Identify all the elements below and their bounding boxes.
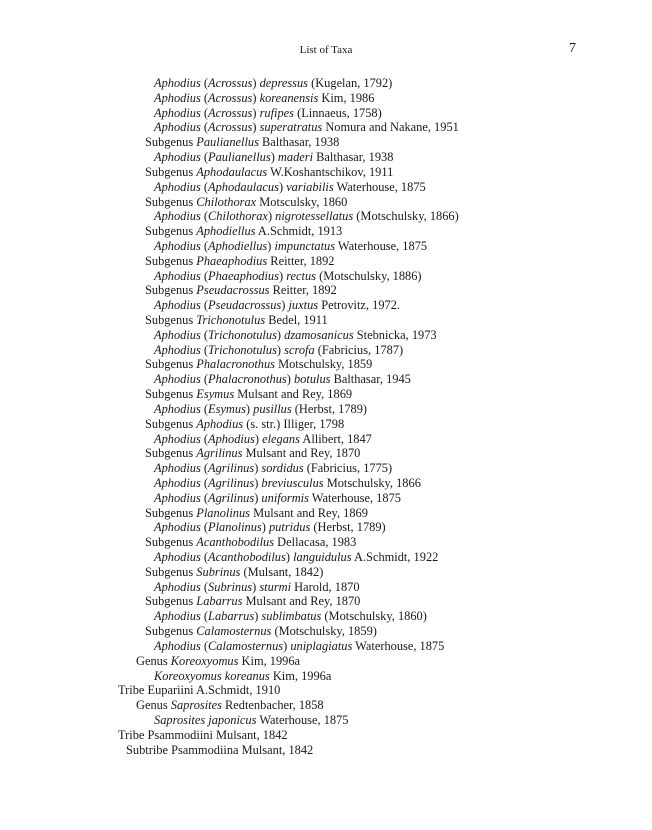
taxon-name: Planolinus	[196, 505, 250, 520]
subgenus-entry	[0, 565, 652, 580]
taxon-name: Saprosites japonicus	[154, 712, 257, 727]
entry-text: (	[200, 209, 209, 224]
entry-text: Motschulsky, 1859	[275, 357, 373, 372]
entry-text: (	[200, 520, 209, 535]
entry-text: Subgenus	[145, 564, 197, 579]
subgenus-entry	[0, 135, 652, 150]
entry-text: )	[278, 179, 287, 194]
taxon-name: Aphodius	[154, 579, 201, 594]
taxon-name: Aphodius	[154, 638, 201, 653]
taxon-name: Chilothorax	[196, 194, 257, 209]
entry-text: Subgenus	[145, 313, 197, 327]
taxon-name: Phaeaphodius	[196, 253, 268, 268]
entry-text: Balthasar, 1945	[330, 372, 411, 387]
subgenus-entry	[0, 357, 652, 372]
species-entry	[0, 91, 652, 106]
entry-text: (	[200, 105, 209, 120]
entry-text: (Fabricius, 1787)	[314, 342, 404, 357]
entry-text: (Motschulsky, 1886)	[316, 268, 422, 283]
taxon-name: Koreoxyomus	[170, 653, 239, 668]
entry-text: )	[252, 120, 260, 135]
entry-text: )	[281, 298, 289, 313]
entry-text: Subgenus	[145, 283, 197, 298]
taxon-name: depressus	[259, 76, 308, 90]
taxon-name: Calamosternus	[196, 624, 272, 639]
entry-text: Subgenus	[145, 357, 197, 372]
taxon-name: Calamosternus	[208, 638, 284, 653]
tribe-entry	[0, 683, 652, 698]
entry-text: )	[285, 550, 294, 564]
species-entry	[0, 343, 652, 358]
entry-text: Dellacasa, 1983	[274, 535, 357, 550]
genus-entry	[0, 698, 652, 713]
entry-text: )	[252, 579, 260, 594]
taxon-name: Aphodius	[154, 238, 201, 253]
entry-text: (	[200, 609, 209, 624]
taxon-name: Aphodaulacus	[196, 164, 268, 179]
entry-text: W.Koshantschikov, 1911	[267, 164, 394, 179]
entry-text: (Fabricius, 1775)	[303, 461, 393, 476]
entry-text: Subgenus	[145, 387, 197, 402]
species-entry	[0, 106, 652, 121]
species-entry	[0, 402, 652, 417]
subgenus-entry	[0, 594, 652, 609]
taxon-name: Trichonotulus	[196, 313, 266, 327]
species-entry	[0, 372, 652, 387]
species-entry	[0, 609, 652, 624]
entry-text: Mulsant and Rey, 1869	[234, 387, 353, 402]
subgenus-entry	[0, 165, 652, 180]
entry-text: Waterhouse, 1875	[256, 712, 349, 727]
entry-text: (	[200, 475, 209, 490]
taxon-name: Aphodius	[154, 105, 201, 120]
taxon-name: Aphodius	[154, 76, 201, 90]
taxon-name: Aphodius	[196, 416, 244, 431]
taxon-name: maderi	[277, 150, 314, 165]
taxon-name: Labarrus	[196, 594, 243, 609]
species-entry	[0, 298, 652, 313]
taxon-name: Aphodius	[154, 609, 201, 624]
entry-text: Petrovitz, 1972.	[318, 298, 401, 313]
species-entry	[0, 580, 652, 595]
entry-text: )	[252, 76, 260, 90]
entry-text: Tribe Eupariini A.Schmidt, 1910	[118, 683, 281, 698]
entry-text: A.Schmidt, 1913	[255, 224, 343, 239]
taxon-name: sordidus	[261, 461, 304, 476]
entry-text: Stebnicka, 1973	[353, 327, 437, 342]
entry-text: Subgenus	[145, 194, 197, 209]
entry-text: Genus	[136, 653, 171, 668]
species-entry	[0, 328, 652, 343]
entry-text: (	[200, 638, 209, 653]
entry-text: )	[267, 238, 275, 253]
entry-text: (Motschulsky, 1859)	[271, 624, 377, 639]
taxon-name: Esymus	[196, 387, 235, 402]
entry-text: Subgenus	[145, 164, 197, 179]
species-entry	[0, 209, 652, 224]
species-entry	[0, 432, 652, 447]
species-entry	[0, 461, 652, 476]
taxon-name: Phalacronothus	[208, 372, 287, 387]
entry-text: Tribe Psammodiini Mulsant, 1842	[118, 727, 288, 742]
taxon-name: Trichonotulus	[208, 342, 277, 357]
entry-text: )	[261, 520, 269, 535]
taxon-name: Saprosites	[170, 698, 222, 713]
taxon-name: Acrossus	[208, 90, 253, 105]
entry-text: Balthasar, 1938	[258, 135, 340, 150]
entry-text: Waterhouse, 1875	[335, 238, 428, 253]
taxon-name: rectus	[286, 268, 317, 283]
taxon-name: impunctatus	[274, 238, 336, 253]
taxon-name: Aphodius	[154, 298, 201, 313]
entry-text: Kim, 1986	[318, 90, 375, 105]
entry-text: (	[200, 461, 209, 476]
taxon-name: breviusculus	[261, 475, 324, 490]
entry-text: (Herbst, 1789)	[310, 520, 386, 535]
entry-text: (	[200, 490, 209, 505]
running-title: List of Taxa	[299, 44, 353, 56]
taxon-name: Aphodius	[154, 90, 201, 105]
taxon-name: Agrilinus	[208, 475, 255, 490]
subgenus-entry	[0, 224, 652, 239]
entry-text: Mulsant and Rey, 1870	[242, 594, 361, 609]
taxon-name: Aphodius	[154, 475, 201, 490]
taxon-name: Phalacronothus	[196, 357, 275, 372]
entry-text: Subgenus	[145, 224, 197, 239]
entry-text: Balthasar, 1938	[313, 150, 394, 165]
taxon-name: Aphodius	[154, 327, 201, 342]
taxon-name: Aphodius	[154, 372, 201, 387]
taxon-name: Aphodius	[208, 431, 255, 446]
species-entry	[0, 669, 652, 684]
entry-text: (	[200, 550, 209, 564]
entry-text: Mulsant and Rey, 1870	[242, 446, 361, 461]
species-entry	[0, 239, 652, 254]
taxon-name: Agrilinus	[196, 446, 243, 461]
entry-text: )	[254, 609, 262, 624]
taxon-name: juxtus	[288, 298, 319, 313]
species-entry	[0, 150, 652, 165]
taxon-name: Trichonotulus	[208, 327, 277, 342]
taxon-name: rufipes	[259, 105, 294, 120]
entry-text: )	[254, 490, 262, 505]
species-entry	[0, 180, 652, 195]
entry-text: (	[200, 76, 209, 90]
entry-text: )	[283, 638, 291, 653]
taxon-name: Aphodius	[154, 490, 201, 505]
tribe-entry	[0, 728, 652, 743]
entry-text: )	[254, 475, 262, 490]
subgenus-entry	[0, 283, 652, 298]
subgenus-entry	[0, 624, 652, 639]
taxon-name: uniplagiatus	[290, 638, 353, 653]
entry-text: Subgenus	[145, 416, 197, 431]
entry-text: )	[252, 105, 260, 120]
entry-text: (Motschulsky, 1866)	[353, 209, 459, 224]
entry-text: (Linnaeus, 1758)	[294, 105, 382, 120]
entry-text: (Motschulsky, 1860)	[321, 609, 427, 624]
entry-text: (	[200, 401, 209, 416]
taxon-name: Pseudacrossus	[196, 283, 270, 298]
taxon-name: Acrossus	[208, 76, 253, 90]
entry-text: )	[245, 401, 254, 416]
taxon-name: uniformis	[261, 490, 309, 505]
entry-text: )	[254, 431, 263, 446]
entry-text: )	[276, 342, 285, 357]
entry-text: )	[278, 268, 287, 283]
taxon-name: Phaeaphodius	[208, 268, 279, 283]
entry-text: Kim, 1996a	[269, 668, 332, 683]
taxon-name: Labarrus	[208, 609, 255, 624]
taxon-name: Aphodius	[154, 342, 201, 357]
entry-text: (	[200, 238, 209, 253]
entry-text: (	[200, 179, 209, 194]
taxa-list	[0, 76, 652, 757]
entry-text: Subgenus	[145, 624, 197, 639]
entry-text: Nomura and Nakane, 1951	[322, 120, 459, 135]
subgenus-entry	[0, 446, 652, 461]
entry-text: (s. str.) Illiger, 1798	[243, 416, 345, 431]
entry-text: Subgenus	[145, 135, 197, 150]
entry-text: Reitter, 1892	[267, 253, 335, 268]
taxon-name: elegans	[262, 431, 300, 446]
entry-text: Subgenus	[145, 446, 197, 461]
entry-text: (	[200, 120, 209, 135]
taxon-name: Acanthobodilus	[196, 535, 275, 550]
taxon-name: Subrinus	[196, 564, 241, 579]
entry-text: (Mulsant, 1842)	[240, 564, 324, 579]
entry-text: Redtenbacher, 1858	[221, 698, 324, 713]
entry-text: Allibert, 1847	[299, 431, 372, 446]
taxon-name: Aphodius	[154, 150, 201, 165]
taxon-name: Aphodius	[154, 461, 201, 476]
taxon-name: Paulianellus	[196, 135, 259, 150]
subgenus-entry	[0, 506, 652, 521]
subgenus-entry	[0, 195, 652, 210]
taxon-name: botulus	[293, 372, 331, 387]
entry-text: Subgenus	[145, 505, 197, 520]
taxon-name: scrofa	[284, 342, 315, 357]
entry-text: Subgenus	[145, 253, 197, 268]
taxon-name: Pseudacrossus	[208, 298, 282, 313]
entry-text: )	[270, 150, 278, 165]
taxon-name: Aphodius	[154, 268, 201, 283]
entry-text: Kim, 1996a	[238, 653, 301, 668]
entry-text: (Herbst, 1789)	[291, 401, 368, 416]
taxon-name: Aphodius	[154, 209, 201, 224]
entry-text: )	[286, 372, 294, 387]
species-entry	[0, 269, 652, 284]
entry-text: (	[200, 268, 209, 283]
entry-text: (	[200, 579, 209, 594]
taxon-name: Acanthobodilus	[208, 550, 286, 564]
taxon-name: Agrilinus	[208, 461, 255, 476]
taxon-name: Aphodius	[154, 550, 201, 564]
entry-text: )	[267, 209, 276, 224]
taxon-name: Chilothorax	[208, 209, 268, 224]
taxon-name: Aphodius	[154, 520, 201, 535]
taxon-name: sublimbatus	[261, 609, 322, 624]
entry-text: Waterhouse, 1875	[308, 490, 401, 505]
entry-text: Waterhouse, 1875	[352, 638, 445, 653]
taxon-name: Paulianellus	[208, 150, 271, 165]
subgenus-entry	[0, 535, 652, 550]
entry-text: (	[200, 342, 209, 357]
taxon-name: Subrinus	[208, 579, 253, 594]
taxon-name: Aphodius	[154, 120, 201, 135]
entry-text: (	[200, 150, 209, 165]
taxon-name: Koreoxyomus koreanus	[154, 668, 270, 683]
subgenus-entry	[0, 254, 652, 269]
taxon-name: Aphodiellus	[196, 224, 256, 239]
taxon-name: Acrossus	[208, 105, 253, 120]
taxon-name: Aphodius	[154, 431, 201, 446]
entry-text: Harold, 1870	[291, 579, 360, 594]
taxon-name: Aphodaulacus	[208, 179, 279, 194]
taxon-name: Aphodiellus	[208, 238, 268, 253]
entry-text: )	[252, 90, 260, 105]
entry-text: Mulsant and Rey, 1869	[250, 505, 368, 520]
entry-text: Genus	[136, 698, 171, 713]
subgenus-entry	[0, 387, 652, 402]
taxon-name: Esymus	[208, 401, 246, 416]
taxon-name: dzamosanicus	[284, 327, 354, 342]
species-entry	[0, 476, 652, 491]
taxon-name: koreanensis	[259, 90, 319, 105]
entry-text: (	[200, 372, 209, 387]
taxon-name: variabilis	[286, 179, 334, 194]
taxon-name: Aphodius	[154, 179, 201, 194]
page-number: 7	[569, 41, 576, 56]
taxon-name: putridus	[268, 520, 311, 535]
entry-text: A.Schmidt, 1922	[351, 550, 439, 564]
entry-text: )	[254, 461, 262, 476]
taxon-name: Planolinus	[208, 520, 262, 535]
taxon-name: Acrossus	[208, 120, 253, 135]
species-entry	[0, 550, 652, 565]
genus-entry	[0, 654, 652, 669]
species-entry	[0, 120, 652, 135]
species-entry	[0, 491, 652, 506]
species-entry	[0, 76, 652, 91]
subtribe-entry	[0, 743, 652, 758]
entry-text: Motsculsky, 1860	[256, 194, 348, 209]
entry-text: (	[200, 90, 209, 105]
taxon-name: languidulus	[293, 550, 352, 564]
taxon-name: Aphodius	[154, 401, 201, 416]
entry-text: (	[200, 431, 209, 446]
species-entry	[0, 713, 652, 728]
species-entry	[0, 639, 652, 654]
entry-text: Reitter, 1892	[269, 283, 337, 298]
entry-text: Bedel, 1911	[265, 313, 328, 327]
subgenus-entry	[0, 313, 652, 328]
entry-text: Subtribe Psammodiina Mulsant, 1842	[126, 742, 314, 757]
entry-text: Subgenus	[145, 594, 197, 609]
entry-text: (	[200, 298, 209, 313]
taxon-name: Agrilinus	[208, 490, 255, 505]
subgenus-entry	[0, 417, 652, 432]
entry-text: Subgenus	[145, 535, 197, 550]
taxon-name: superatratus	[259, 120, 323, 135]
entry-text: (Kugelan, 1792)	[308, 76, 393, 90]
entry-text: Waterhouse, 1875	[333, 179, 426, 194]
entry-text: (	[200, 327, 209, 342]
taxon-name: pusillus	[253, 401, 292, 416]
entry-text: )	[276, 327, 285, 342]
taxon-name: nigrotessellatus	[275, 209, 354, 224]
entry-text: Motschulsky, 1866	[323, 475, 421, 490]
taxon-name: sturmi	[259, 579, 292, 594]
species-entry	[0, 520, 652, 535]
